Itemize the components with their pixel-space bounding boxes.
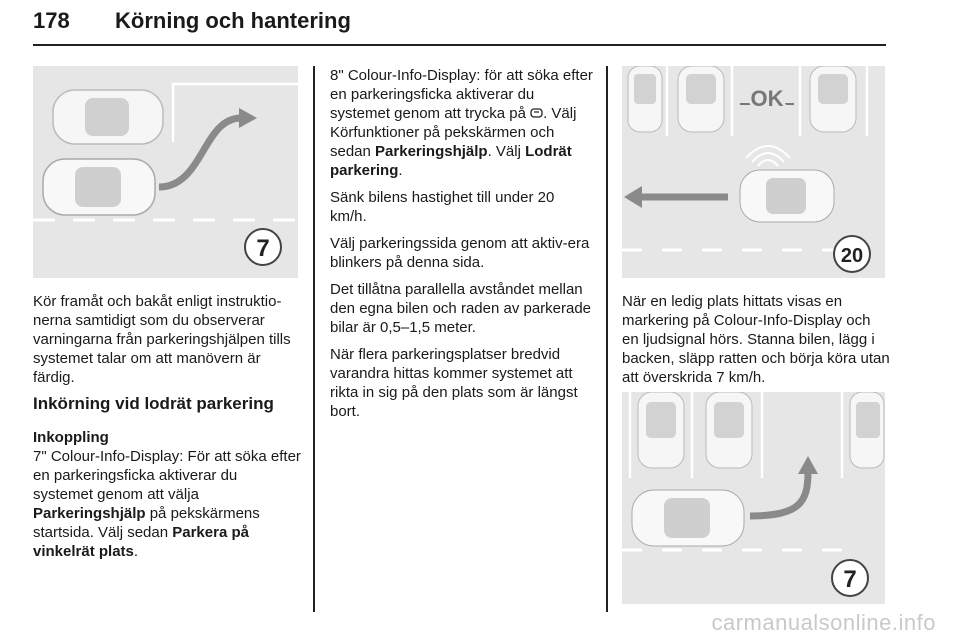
header-rule [33, 44, 886, 46]
paragraph-side: Välj parkeringssida genom att aktiv-era blinkers på denna sida. [330, 235, 590, 271]
paragraph-intro: Kör framåt och bakåt enligt instruktio-nerna samtidigt som du observerar varningarna från parkeringshjälpen tills systemet talar om att manövern är färdig. [33, 293, 291, 386]
figure-reverse-into-space [622, 392, 885, 604]
ok-sign: OK [750, 86, 784, 111]
column-divider-1 [313, 66, 315, 612]
paragraph-distance: Det tillåtna parallella avståndet mellan den egna bilen och raden av parkerade bilar är 0,5–1,5 meter. [330, 281, 592, 336]
paragraph-speed: Sänk bilens hastighet till under 20 km/h. [330, 189, 555, 225]
column-1-body [33, 428, 301, 569]
paragraph-multiple: När flera parkeringsplatser bredvid varandra hittas kommer systemet att rikta in sig på den plats som är längst bort. [330, 346, 578, 420]
watermark: carmanualsonline.info [711, 610, 936, 635]
column-2 [330, 66, 595, 429]
parked-car-3 [850, 392, 884, 468]
figure-forward-reverse-parking [33, 66, 298, 278]
paragraph-8inch: 8" Colour-Info-Display: för att söka efter en parkeringsficka aktiverar du systemet genom att trycka på . Välj Körfunktioner på pekskärmen och sedan Parkeringshjälp. Välj Lodrät parkering. [330, 67, 593, 179]
paragraph-7inch: 7" Colour-Info-Display: För att söka efter en parkeringsficka aktiverar du systemet genom att välja Parkeringshjälp på pekskärmens startsida. Välj sedan Parkera på vinkelrät plats. [33, 448, 301, 560]
column-divider-2 [606, 66, 608, 612]
figure-number-badge: 7 [256, 235, 270, 262]
parked-car-1 [628, 66, 662, 132]
parked-car [53, 90, 163, 144]
page-number: 178 [33, 8, 70, 33]
subheading-activation: Inkoppling [33, 429, 109, 446]
parked-car-3 [810, 66, 856, 132]
own-car [740, 170, 834, 222]
column-3 [622, 292, 890, 395]
parking-sensor-icon [530, 105, 543, 122]
figure-number-badge: 20 [840, 245, 864, 267]
figure-number-badge: 7 [843, 566, 857, 593]
column-1 [33, 292, 301, 387]
section-heading: Inkörning vid lodrät parkering [33, 394, 274, 413]
figure-searching-space [622, 66, 885, 278]
page-title: Körning och hantering [115, 8, 351, 33]
own-car [632, 490, 744, 546]
parked-car-2 [678, 66, 724, 132]
own-car [43, 159, 155, 215]
paragraph-space-found: När en ledig plats hittats visas en markering på Colour-Info-Display och en ljudsignal hörs. Stanna bilen, lägg i backen, släpp ratten och börja köra utan att överskrida 7 km/h. [622, 293, 890, 386]
parked-car-2 [706, 392, 752, 468]
parked-car-1 [638, 392, 684, 468]
